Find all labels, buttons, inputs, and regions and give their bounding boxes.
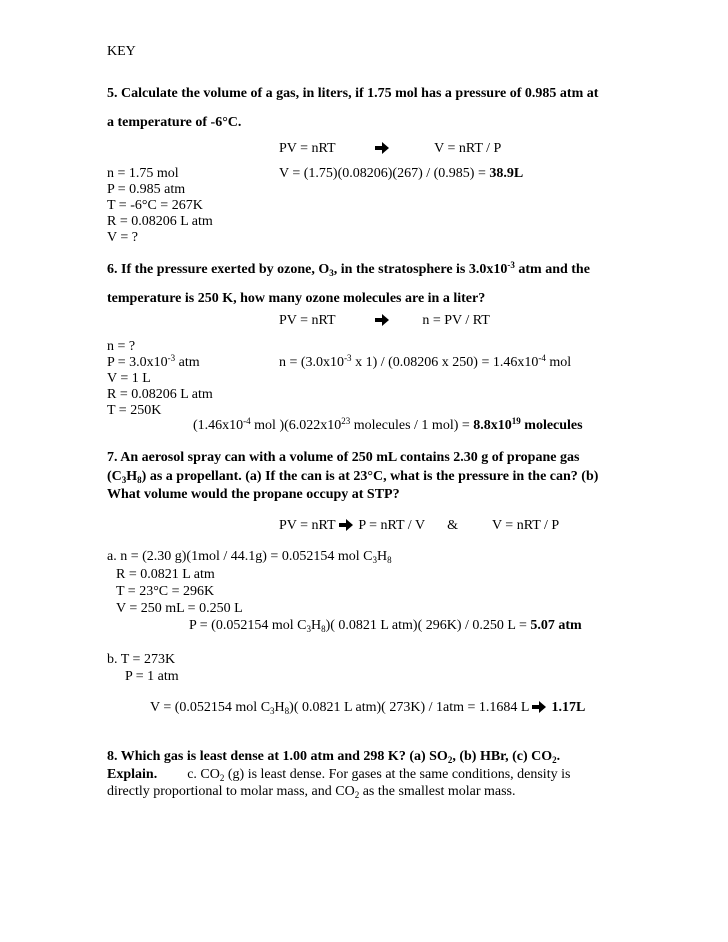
right-arrow-icon	[532, 700, 548, 716]
q5-given-v: V = ?	[107, 230, 138, 245]
q5-equation	[279, 141, 501, 157]
q6-given-r: R = 0.08206 L atm	[107, 387, 213, 402]
q6-prompt-text-b: , in the stratosphere is 3.0x10	[333, 262, 508, 277]
q6-mol-exp2: 23	[341, 416, 351, 426]
q6-calculation	[279, 355, 571, 371]
q6-exponent: -3	[507, 260, 515, 270]
q7-eq-pv: PV = nRT	[279, 518, 339, 533]
q6-p-text: P = 3.0x10	[107, 355, 168, 370]
q6-calc-exp1: -3	[344, 353, 352, 363]
q7-equations	[279, 518, 559, 534]
q6-o3-subscript: 3	[329, 268, 334, 278]
q7a-given-v: V = 250 mL = 0.250 L	[116, 601, 243, 616]
q7a-answer: 5.07 atm	[530, 618, 582, 633]
q5-calculation	[279, 166, 523, 182]
q6-calc-text-b: x 1) / (0.08206 x 250) = 1.46x10	[351, 355, 539, 370]
q6-calc-text-c: mol	[545, 355, 572, 370]
right-arrow-icon	[375, 313, 391, 329]
key-label: KEY	[107, 44, 136, 59]
q7a-calculation: P = (0.052154 mol $C_3H_8$)( 0.0821 L atm)( 296K) / 0.250 L = 5.07 atm	[189, 618, 582, 634]
q5-calc-text: V = (1.75)(0.08206)(267) / (0.985) =	[279, 166, 490, 181]
right-arrow-icon	[339, 518, 355, 534]
q6-eq-left: PV = nRT	[279, 313, 336, 328]
q6-mol-exp1: -4	[243, 416, 251, 426]
q6-eq-right: n = PV / RT	[422, 313, 490, 328]
q6-prompt-text-a: 6. If the pressure exerted by ozone, O	[107, 262, 330, 277]
q7-eq-v: V = nRT / P	[491, 518, 560, 533]
q7-prompt-line1: 7. An aerosol spray can with a volume of 250 mL contains 2.30 g of propane gas	[107, 450, 580, 465]
q6-given-p	[107, 355, 200, 371]
q6-mol-text-b: mol )(6.022x10	[250, 418, 342, 433]
q6-given-v: V = 1 L	[107, 371, 151, 386]
q6-given-t: T = 250K	[107, 403, 162, 418]
q8-answer-line1: Explain. c. $CO_2$ (g) is least dense. For gases at the same conditions, density is	[107, 767, 571, 783]
q5-given-r: R = 0.08206 L atm	[107, 214, 213, 229]
q8-prompt-line1: 8. Which gas is least dense at 1.00 atm and 298 K? (a) $SO_2$, (b) HBr, (c) $CO_2$.	[107, 749, 561, 765]
q7-eq-p: P = nRT / V	[354, 518, 426, 533]
q6-given-n: n = ?	[107, 339, 136, 354]
q5-answer: 38.9L	[489, 166, 524, 181]
q6-p-unit: atm	[175, 355, 200, 370]
q7-eq-ampersand: &	[447, 518, 458, 533]
q6-equation	[279, 313, 490, 329]
q5-given-n: n = 1.75 mol	[107, 166, 179, 181]
q5-given-p: P = 0.985 atm	[107, 182, 186, 197]
q5-given-t: T = -6°C = 267K	[107, 198, 203, 213]
q7a-moles: a. n = (2.30 g)(1mol / 44.1g) = 0.052154 mol $C_3H_8$	[107, 549, 392, 565]
q5-eq-right: V = nRT / P	[434, 141, 502, 156]
q7b-answer: 1.17L	[551, 700, 586, 715]
q6-answer: $8.8x10^{19}$ molecules	[473, 416, 583, 433]
q8-explain-label: Explain.	[107, 767, 158, 782]
q6-mol-text-c: molecules / 1 mol) =	[350, 418, 474, 433]
q7b-given-p: P = 1 atm	[125, 669, 179, 684]
q7-prompt-line3: What volume would the propane occupy at STP?	[107, 487, 400, 502]
q6-prompt-line2: temperature is 250 K, how many ozone molecules are in a liter?	[107, 291, 486, 306]
q5-prompt-line2: a temperature of -6°C.	[107, 115, 242, 130]
q7b-given-t: b. T = 273K	[107, 652, 176, 667]
q6-prompt-text-c: atm and the	[514, 262, 590, 277]
q6-calc-exp2: -4	[538, 353, 546, 363]
q7b-calculation: V = (0.052154 mol $C_3H_8$)( 0.0821 L atm)( 273K) / 1atm = 1.1684 L 1.17L	[150, 700, 586, 716]
q6-calc-text-a: n = (3.0x10	[279, 355, 345, 370]
q6-mol-text-a: (1.46x10	[193, 418, 244, 433]
right-arrow-icon	[375, 141, 391, 157]
q5-prompt-line1: 5. Calculate the volume of a gas, in liters, if 1.75 mol has a pressure of 0.985 atm at	[107, 86, 599, 101]
q6-p-exponent: -3	[167, 353, 176, 363]
q6-prompt-line1	[107, 262, 590, 278]
q7a-given-r: R = 0.0821 L atm	[116, 567, 215, 582]
q8-answer-line2: directly proportional to molar mass, and $CO_2$ as the smallest molar mass.	[107, 784, 516, 800]
q7-prompt-line2: $(C_3H_8)$ as a propellant. (a) If the can is at 23°C, what is the pressure in the can? (b)	[107, 469, 599, 485]
q7a-given-t: T = 23°C = 296K	[116, 584, 215, 599]
q6-molecule-calculation	[193, 418, 583, 434]
q5-eq-left: PV = nRT	[279, 141, 336, 156]
